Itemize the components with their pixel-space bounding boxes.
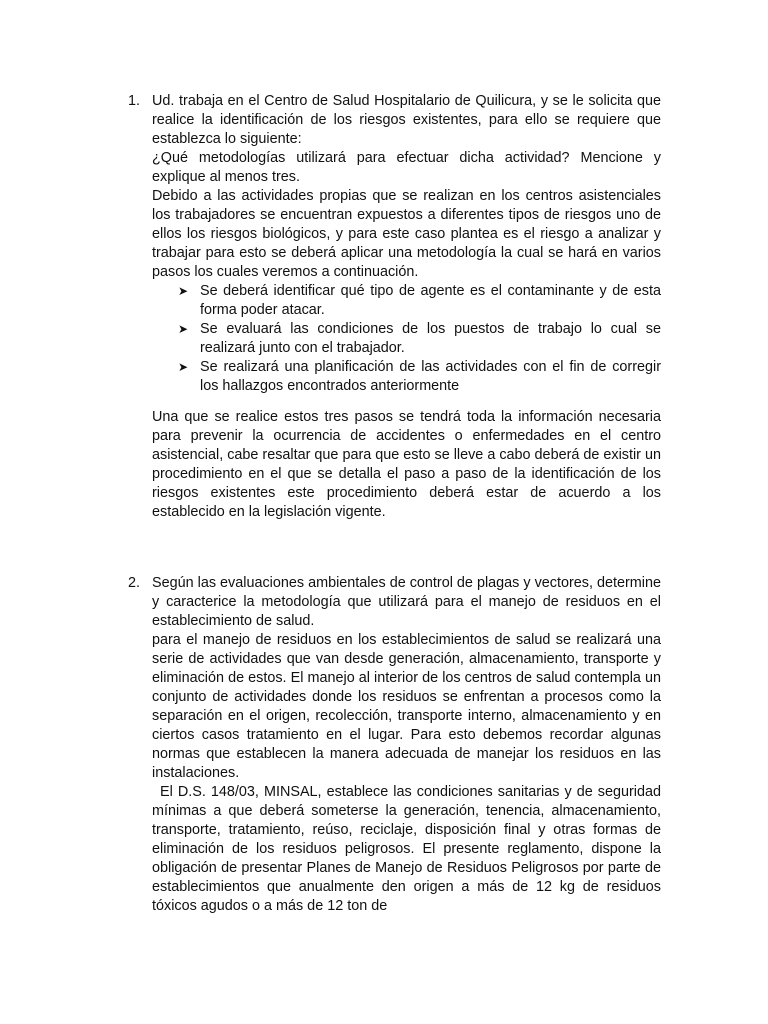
question-1-question: ¿Qué metodologías utilizará para efectuar dicha actividad? Mencione y explique al menos tres. [152,150,661,185]
step-text: Se realizará una planificación de las actividades con el fin de corregir los hallazgos encontrados anteriormente [200,359,661,394]
question-2-regulation: El D.S. 148/03, MINSAL, establece las condiciones sanitarias y de seguridad mínimas a que deberá someterse la generación, tenencia, almacenamiento, transporte, tratamiento, reúso, reciclaje, disposición final y otras formas de eliminación de los residuos peligrosos. El presente reglamento, dispone la obligación de presentar Planes de Manejo de Residuos Peligrosos por parte de establecimientos que anualmente den origen a más de 12 kg de residuos tóxicos agudos o a más de 12 ton de [152,784,661,914]
arrow-bullet-icon: ➤ [178,284,189,298]
arrow-bullet-icon: ➤ [178,322,189,336]
list-item [176,282,661,320]
step-text: Se evaluará las condiciones de los puestos de trabajo lo cual se realizará junto con el trabajador. [200,321,661,356]
question-2 [128,574,661,916]
question-1-conclusion: Una que se realice estos tres pasos se tendrá toda la información necesaria para prevenir la ocurrencia de accidentes o enfermedades en el centro asistencial, cabe resaltar que para que esto se lleve a cabo deberá de existir un procedimiento en el que se detalla el paso a paso de la identificación de los riesgos existentes este procedimiento deberá estar de acuerdo a los establecido en la legislación vigente. [152,409,661,520]
question-1-answer-intro: Debido a las actividades propias que se realizan en los centros asistenciales los trabajadores se encuentran expuestos a diferentes tipos de riesgos uno de ellos los riesgos biológicos, y para este caso plantea es el riesgo a analizar y trabajar para esto se deberá aplicar una metodología la cual se hará en varios pasos los cuales veremos a continuación. [152,188,661,280]
step-text: Se deberá identificar qué tipo de agente es el contaminante y de esta forma poder atacar. [200,283,661,318]
question-1-prompt: Ud. trabaja en el Centro de Salud Hospitalario de Quilicura, y se le solicita que realice la identificación de los riesgos existentes, para ello se requiere que establezca lo siguiente: [152,93,661,147]
question-2-number: 2. [128,575,141,591]
question-2-body [152,574,661,916]
list-item [176,320,661,358]
question-2-answer: para el manejo de residuos en los establecimientos de salud se realizará una serie de actividades que van desde generación, almacenamiento, transporte y eliminación de estos. El manejo al interior de los centros de salud contempla un conjunto de actividades donde los residuos se enfrentan a procesos como la separación en el origen, recolección, transporte interno, almacenamiento y en ciertos casos tratamiento en el lugar. Para esto debemos recordar algunas normas que establecen la manera adecuada de manejar los residuos en las instalaciones. [152,632,661,781]
steps-list [152,282,661,396]
arrow-bullet-icon: ➤ [178,360,189,374]
list-item [176,358,661,396]
question-1-number: 1. [128,93,141,109]
question-2-prompt: Según las evaluaciones ambientales de control de plagas y vectores, determine y caracterice la metodología que utilizará para el manejo de residuos en el establecimiento de salud. [152,575,661,629]
question-1-body [152,92,661,522]
question-1 [128,92,661,522]
